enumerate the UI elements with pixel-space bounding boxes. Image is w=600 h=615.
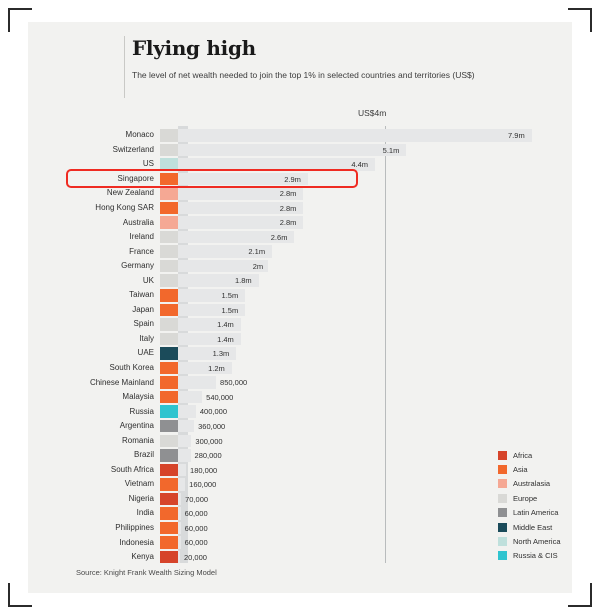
country-label: Hong Kong SAR	[95, 203, 154, 212]
country-label: Singapore	[117, 173, 154, 183]
table-row	[28, 288, 572, 303]
bar	[178, 376, 216, 389]
bar-value-label: 2.9m	[284, 174, 301, 184]
bar-value-label: 4.4m	[351, 160, 369, 170]
region-color-swatch	[160, 187, 178, 200]
region-color-swatch	[160, 333, 178, 346]
bar-value-label: 300,000	[195, 436, 223, 446]
page-title: Flying high	[132, 36, 256, 60]
source-note: Source: Knight Frank Wealth Sizing Model	[76, 568, 217, 577]
chart-subtitle: The level of net wealth needed to join the top 1% in selected countries and territories (US$)	[132, 70, 475, 80]
region-color-swatch	[160, 435, 178, 448]
bar-container	[178, 144, 572, 157]
legend-item	[498, 448, 600, 462]
bar-value-label: 2.8m	[279, 189, 297, 199]
country-label: Chinese Mainland	[89, 377, 154, 387]
region-color-swatch	[160, 129, 178, 142]
bar-value-label: 5.1m	[382, 145, 400, 155]
legend-item	[498, 506, 600, 520]
table-row	[28, 433, 572, 448]
region-color-swatch	[160, 260, 178, 273]
bar-value-label: 850,000	[220, 378, 248, 388]
table-row	[28, 390, 572, 405]
bar-value-label: 7.9m	[508, 131, 525, 141]
table-row	[28, 215, 572, 230]
bar-value-label: 2.1m	[248, 247, 266, 257]
region-color-swatch	[160, 551, 178, 564]
country-label: New Zealand	[106, 188, 154, 198]
bar-container	[178, 216, 572, 229]
chart-plot-area	[28, 108, 572, 568]
bar-value-label: 540,000	[206, 392, 234, 402]
bar	[178, 464, 186, 477]
country-label: Philippines	[115, 523, 154, 533]
table-row	[28, 143, 572, 158]
bar	[178, 493, 181, 506]
table-row	[28, 375, 572, 390]
bar-container	[178, 420, 572, 433]
country-label: Russia	[129, 406, 154, 416]
bar-value-label: 280,000	[194, 451, 222, 461]
legend-item	[498, 520, 600, 534]
table-row	[28, 361, 572, 376]
bar-value-label: 1.5m	[221, 305, 239, 315]
bar-container	[178, 202, 572, 215]
bar	[178, 478, 185, 491]
bar	[178, 536, 181, 549]
country-label: Romania	[121, 435, 154, 445]
table-row	[28, 492, 572, 507]
country-label: Germany	[121, 261, 154, 271]
country-label: South Korea	[109, 363, 154, 373]
legend-label: Asia	[513, 465, 528, 475]
region-color-swatch	[160, 507, 178, 520]
bar-container	[178, 376, 572, 389]
table-row	[28, 273, 572, 288]
country-label: South Africa	[110, 464, 154, 474]
table-row	[28, 404, 572, 419]
country-label: Malaysia	[122, 392, 154, 402]
region-color-swatch	[160, 216, 178, 229]
legend-color-swatch	[498, 537, 507, 546]
region-color-swatch	[160, 362, 178, 375]
bar-container	[178, 245, 572, 258]
table-row	[28, 346, 572, 361]
table-row	[28, 419, 572, 434]
bar	[178, 551, 180, 564]
country-label: UK	[142, 275, 154, 285]
legend-label: Africa	[513, 450, 533, 460]
bar-container	[178, 333, 572, 346]
region-color-swatch	[160, 144, 178, 157]
bar-value-label: 160,000	[189, 480, 217, 490]
table-row	[28, 303, 572, 318]
bar-value-label: 2m	[252, 261, 264, 271]
table-row	[28, 230, 572, 245]
country-label: Nigeria	[128, 493, 154, 503]
country-label: Italy	[139, 333, 154, 343]
bar-container	[178, 173, 572, 186]
bar-value-label: 180,000	[190, 465, 218, 475]
region-color-swatch	[160, 391, 178, 404]
legend-item	[498, 462, 600, 476]
table-row	[28, 128, 572, 143]
bar	[178, 405, 196, 418]
table-row	[28, 172, 572, 187]
table-row	[28, 448, 572, 463]
table-row	[28, 535, 572, 550]
bar	[178, 449, 191, 462]
region-color-swatch	[160, 318, 178, 331]
country-label: Switzerland	[112, 144, 154, 154]
legend-item	[498, 549, 600, 563]
chart-card	[28, 22, 572, 593]
legend	[498, 448, 600, 563]
legend-color-swatch	[498, 508, 507, 517]
bar-value-label: 1.4m	[217, 320, 234, 330]
bar-value-label: 1.4m	[217, 334, 234, 344]
table-row	[28, 506, 572, 521]
region-color-swatch	[160, 493, 178, 506]
legend-label: Russia & CIS	[513, 551, 558, 561]
x-axis-tick-label: US$4m	[358, 108, 387, 118]
bar-container	[178, 260, 572, 273]
legend-color-swatch	[498, 494, 507, 503]
country-label: India	[136, 508, 154, 518]
bar-container	[178, 231, 572, 244]
legend-item	[498, 534, 600, 548]
bar-value-label: 1.2m	[208, 363, 225, 373]
region-color-swatch	[160, 158, 178, 171]
bar	[178, 391, 202, 404]
region-color-swatch	[160, 478, 178, 491]
legend-color-swatch	[498, 465, 507, 474]
bar-value-label: 1.3m	[212, 349, 230, 359]
bar-value-label: 400,000	[199, 407, 228, 417]
table-row	[28, 317, 572, 332]
bar-value-label: 2.8m	[279, 203, 297, 213]
bar-value-label: 360,000	[198, 421, 226, 431]
country-label: Spain	[133, 319, 154, 329]
country-label: France	[129, 246, 154, 256]
table-row	[28, 201, 572, 216]
region-color-swatch	[160, 231, 178, 244]
legend-label: Middle East	[513, 522, 553, 532]
table-row	[28, 463, 572, 478]
table-row	[28, 157, 572, 172]
region-color-swatch	[160, 536, 178, 549]
country-label: Ireland	[129, 232, 154, 242]
bar	[178, 158, 375, 171]
bar	[178, 144, 406, 157]
legend-color-swatch	[498, 523, 507, 532]
country-label: Taiwan	[129, 290, 154, 300]
legend-label: Latin America	[513, 508, 559, 518]
country-label: UAE	[137, 348, 154, 358]
table-row	[28, 521, 572, 536]
region-color-swatch	[160, 202, 178, 215]
country-label: Argentina	[119, 421, 154, 431]
country-label: US	[142, 159, 154, 169]
table-row	[28, 259, 572, 274]
bar-value-label: 1.5m	[221, 291, 239, 301]
table-row	[28, 477, 572, 492]
country-label: Australia	[122, 217, 154, 227]
bar	[178, 522, 181, 535]
country-label: Indonesia	[119, 537, 154, 547]
bar	[178, 435, 191, 448]
bar-container	[178, 362, 572, 375]
legend-label: Australasia	[513, 479, 551, 489]
country-label: Brazil	[133, 450, 154, 460]
bar-value-label: 2.6m	[270, 232, 288, 242]
region-color-swatch	[160, 347, 178, 360]
region-color-swatch	[160, 289, 178, 302]
bar-rows	[28, 128, 572, 564]
bar-container	[178, 435, 572, 448]
bar-value-label: 60,000	[184, 538, 208, 548]
bar-value-label: 70,000	[185, 494, 209, 504]
bar-container	[178, 274, 572, 287]
bar-value-label: 1.8m	[234, 276, 252, 286]
table-row	[28, 332, 572, 347]
bar-value-label: 20,000	[184, 552, 207, 562]
region-color-swatch	[160, 304, 178, 317]
bar	[178, 420, 194, 433]
bar	[178, 507, 181, 520]
country-label: Monaco	[125, 130, 154, 140]
region-color-swatch	[160, 464, 178, 477]
country-label: Japan	[132, 304, 154, 314]
country-label: Vietnam	[124, 479, 154, 489]
region-color-swatch	[160, 405, 178, 418]
bar-container	[178, 318, 572, 331]
region-color-swatch	[160, 173, 178, 186]
bar-value-label: 60,000	[184, 523, 208, 533]
bar-container	[178, 158, 572, 171]
region-color-swatch	[160, 376, 178, 389]
bar-value-label: 2.8m	[279, 218, 297, 228]
bar-container	[178, 289, 572, 302]
table-row	[28, 244, 572, 259]
bar-container	[178, 391, 572, 404]
region-color-swatch	[160, 522, 178, 535]
legend-label: Europe	[513, 493, 538, 503]
bar-container	[178, 129, 572, 142]
bar-container	[178, 304, 572, 317]
legend-label: North America	[513, 537, 561, 547]
legend-item	[498, 477, 600, 491]
bar-container	[178, 405, 572, 418]
region-color-swatch	[160, 420, 178, 433]
legend-item	[498, 491, 600, 505]
bar-container	[178, 187, 572, 200]
bar	[178, 129, 532, 142]
country-label: Kenya	[131, 552, 154, 562]
table-row	[28, 550, 572, 565]
legend-color-swatch	[498, 451, 507, 460]
region-color-swatch	[160, 449, 178, 462]
table-row	[28, 186, 572, 201]
legend-color-swatch	[498, 551, 507, 560]
bar-container	[178, 347, 572, 360]
region-color-swatch	[160, 245, 178, 258]
legend-color-swatch	[498, 479, 507, 488]
chart-header	[124, 30, 564, 80]
bar-value-label: 60,000	[184, 509, 208, 519]
region-color-swatch	[160, 274, 178, 287]
